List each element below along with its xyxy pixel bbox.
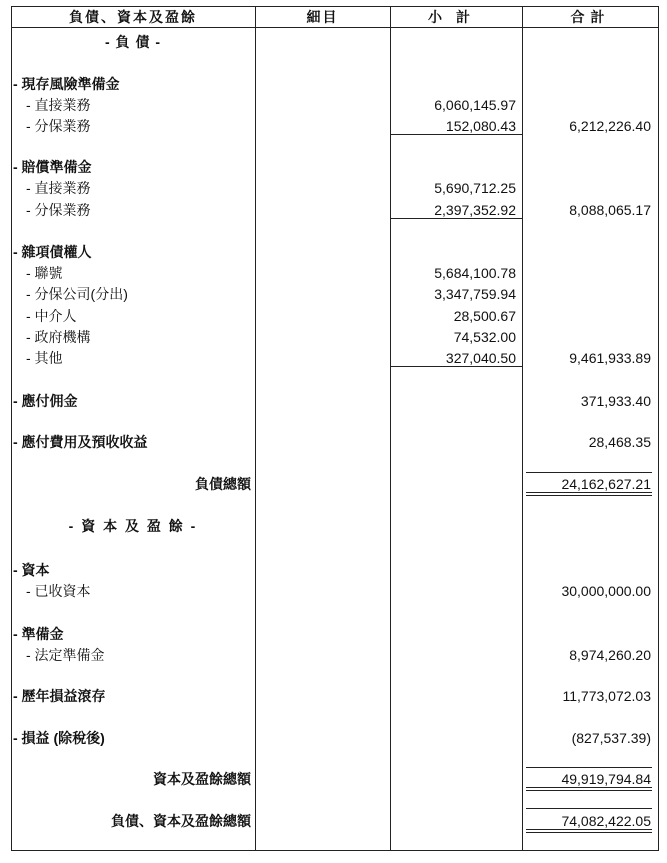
header-subtotal: 小計 [428,9,484,25]
total-value: 30,000,000.00 [561,583,651,599]
item-label: - 直接業務 [26,97,91,113]
total-value: 9,461,933.89 [569,350,651,366]
total-overline [526,808,652,809]
total-double-underline [526,832,652,833]
item-label: - 直接業務 [26,180,91,196]
total-overline [526,472,652,473]
item-label: - 分保業務 [26,202,91,218]
item-label: - 中介人 [26,308,77,324]
column-divider [522,6,523,851]
subtotal-value: 5,690,712.25 [434,180,516,196]
grand-total-value: 74,082,422.05 [561,813,651,829]
total-value: 11,773,072.03 [562,688,651,704]
subtotal-value: 327,040.50 [445,350,516,366]
column-divider [255,6,256,851]
category-label: - 歷年損益滾存 [13,688,106,704]
equity-total-value: 49,919,794.84 [561,771,651,787]
header-total: 合計 [570,9,611,25]
subtotal-underline [390,134,522,135]
item-label: - 分保公司(分出) [26,286,128,302]
category-label: - 準備金 [13,626,64,642]
category-label: - 現存風險準備金 [13,76,120,92]
item-label: - 分保業務 [26,118,91,134]
category-label: - 應付佣金 [13,393,78,409]
equity-total-label: 資本及盈餘總額 [153,771,251,787]
category-label: - 損益 (除稅後) [13,730,105,746]
total-double-underline [526,495,652,496]
total-double-underline [526,790,652,791]
column-divider [390,6,391,851]
total-value: 371,933.40 [580,393,651,409]
item-label: - 其他 [26,350,63,366]
total-underline [526,787,652,788]
category-label: - 資本 [13,562,50,578]
header-liabilities-capital-surplus: 負債、資本及盈餘 [69,9,197,25]
subtotal-value: 152,080.43 [445,118,516,134]
section-title-liabilities: - 負 債 - [105,34,161,50]
subtotal-underline [390,218,522,219]
category-label: - 賠償準備金 [13,159,92,175]
subtotal-value: 5,684,100.78 [434,265,516,281]
total-overline [526,767,652,768]
total-underline [526,829,652,830]
liabilities-total-label: 負債總額 [195,476,251,492]
total-value: 28,468.35 [588,434,651,450]
item-label: - 政府機構 [26,329,91,345]
subtotal-underline [390,366,522,367]
category-label: - 應付費用及預收收益 [13,434,148,450]
liabilities-total-value: 24,162,627.21 [561,476,651,492]
total-underline [526,492,652,493]
subtotal-value: 2,397,352.92 [434,202,516,218]
item-label: - 法定準備金 [26,647,105,663]
total-value: 8,088,065.17 [569,202,651,218]
total-value: (827,537.39) [571,730,651,746]
total-value: 6,212,226.40 [569,118,651,134]
header-details: 細目 [306,9,339,25]
subtotal-value: 74,532.00 [453,329,516,345]
section-title-equity: - 資 本 及 盈 餘 - [68,518,198,534]
subtotal-value: 28,500.67 [453,308,516,324]
subtotal-value: 6,060,145.97 [434,97,516,113]
item-label: - 聯號 [26,265,63,281]
subtotal-value: 3,347,759.94 [434,286,516,302]
grand-total-label: 負債、資本及盈餘總額 [111,813,251,829]
category-label: - 雜項債權人 [13,244,92,260]
item-label: - 已收資本 [26,583,91,599]
total-value: 8,974,260.20 [569,647,651,663]
